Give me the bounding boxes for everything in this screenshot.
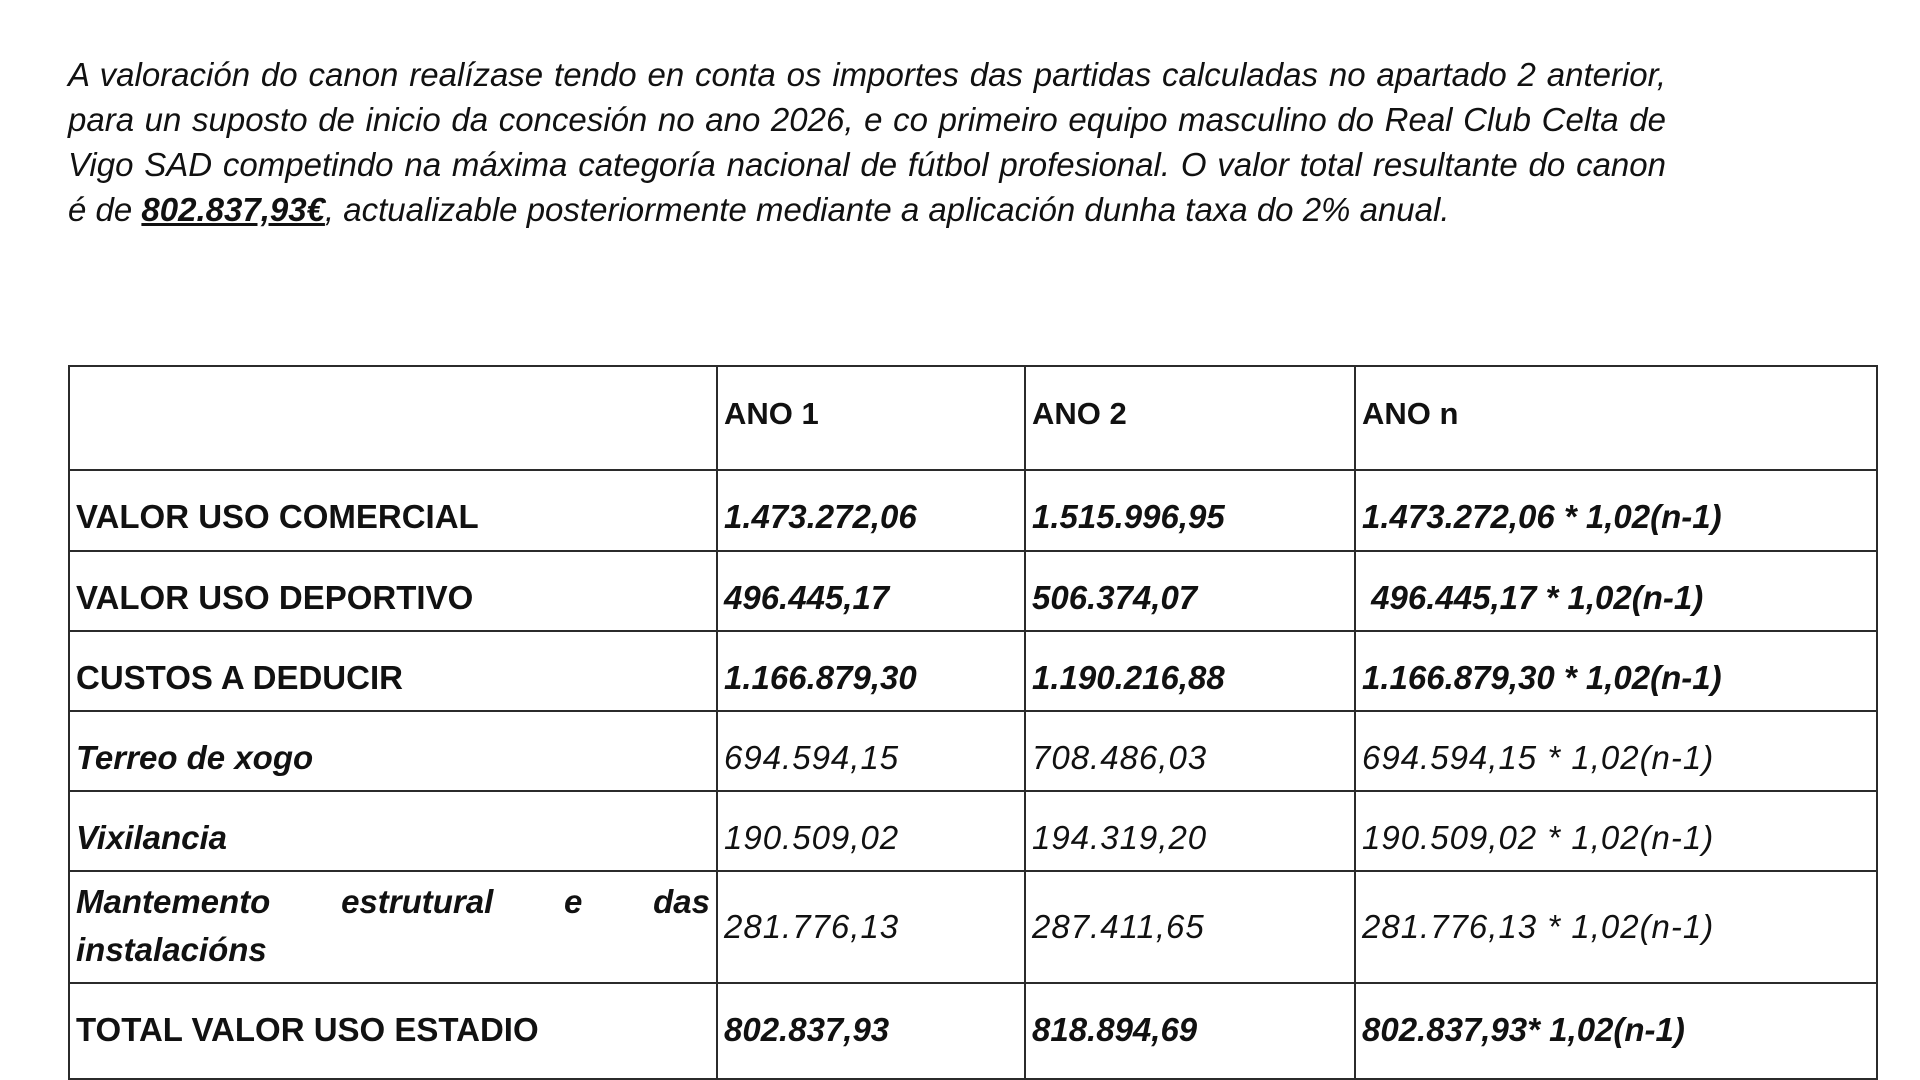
cell-ano1: 496.445,17 xyxy=(717,551,1025,631)
row-label: Terreo de xogo xyxy=(69,711,717,791)
intro-text-after: , actualizable posteriormente mediante a aplicación dunha taxa do 2% anual. xyxy=(324,191,1450,228)
table-row-terreo-de-xogo xyxy=(69,711,1877,791)
cell-ano2: 287.411,65 xyxy=(1025,871,1355,983)
row-label: CUSTOS A DEDUCIR xyxy=(69,631,717,711)
intro-text-before: A valoración do canon realízase tendo en conta os importes das partidas calculadas no apartado 2 anterior, para un suposto de inicio da concesión no ano 2026, e co primeiro equipo masculino do Real Club Celta de Vigo SAD competindo na máxima categoría nacional de fútbol profesional. O valor total resultante do canon é de xyxy=(68,56,1666,228)
canon-valuation-table xyxy=(68,365,1878,1080)
table-row-valor-uso-comercial xyxy=(69,470,1877,551)
header-cell-anon: ANO n xyxy=(1355,366,1877,470)
table-row-vixilancia xyxy=(69,791,1877,871)
cell-ano2: 1.515.996,95 xyxy=(1025,470,1355,551)
cell-anon: 1.473.272,06 * 1,02(n-1) xyxy=(1355,470,1877,551)
row-label: TOTAL VALOR USO ESTADIO xyxy=(69,983,717,1079)
cell-ano1: 1.473.272,06 xyxy=(717,470,1025,551)
cell-anon: 802.837,93* 1,02(n-1) xyxy=(1355,983,1877,1079)
cell-anon: 281.776,13 * 1,02(n-1) xyxy=(1355,871,1877,983)
table-row-valor-uso-deportivo xyxy=(69,551,1877,631)
cell-ano2: 194.319,20 xyxy=(1025,791,1355,871)
intro-paragraph xyxy=(68,52,1666,232)
cell-ano1: 190.509,02 xyxy=(717,791,1025,871)
cell-anon: 496.445,17 * 1,02(n-1) xyxy=(1355,551,1877,631)
cell-anon: 694.594,15 * 1,02(n-1) xyxy=(1355,711,1877,791)
cell-ano1: 802.837,93 xyxy=(717,983,1025,1079)
cell-ano2: 1.190.216,88 xyxy=(1025,631,1355,711)
table-row-custos-a-deducir xyxy=(69,631,1877,711)
header-cell-empty xyxy=(69,366,717,470)
row-label: VALOR USO DEPORTIVO xyxy=(69,551,717,631)
table-row-total-valor-uso-estadio xyxy=(69,983,1877,1079)
header-cell-ano1: ANO 1 xyxy=(717,366,1025,470)
cell-ano2: 708.486,03 xyxy=(1025,711,1355,791)
cell-ano2: 818.894,69 xyxy=(1025,983,1355,1079)
cell-ano2: 506.374,07 xyxy=(1025,551,1355,631)
cell-anon: 1.166.879,30 * 1,02(n-1) xyxy=(1355,631,1877,711)
table-row-mantemento xyxy=(69,871,1877,983)
cell-anon: 190.509,02 * 1,02(n-1) xyxy=(1355,791,1877,871)
cell-ano1: 281.776,13 xyxy=(717,871,1025,983)
cell-ano1: 1.166.879,30 xyxy=(717,631,1025,711)
row-label: Mantemento estrutural e das instalacións xyxy=(69,871,717,983)
header-cell-ano2: ANO 2 xyxy=(1025,366,1355,470)
cell-ano1: 694.594,15 xyxy=(717,711,1025,791)
table-header-row xyxy=(69,366,1877,470)
row-label: VALOR USO COMERCIAL xyxy=(69,470,717,551)
row-label: Vixilancia xyxy=(69,791,717,871)
canon-total-amount: 802.837,93€ xyxy=(141,191,325,228)
